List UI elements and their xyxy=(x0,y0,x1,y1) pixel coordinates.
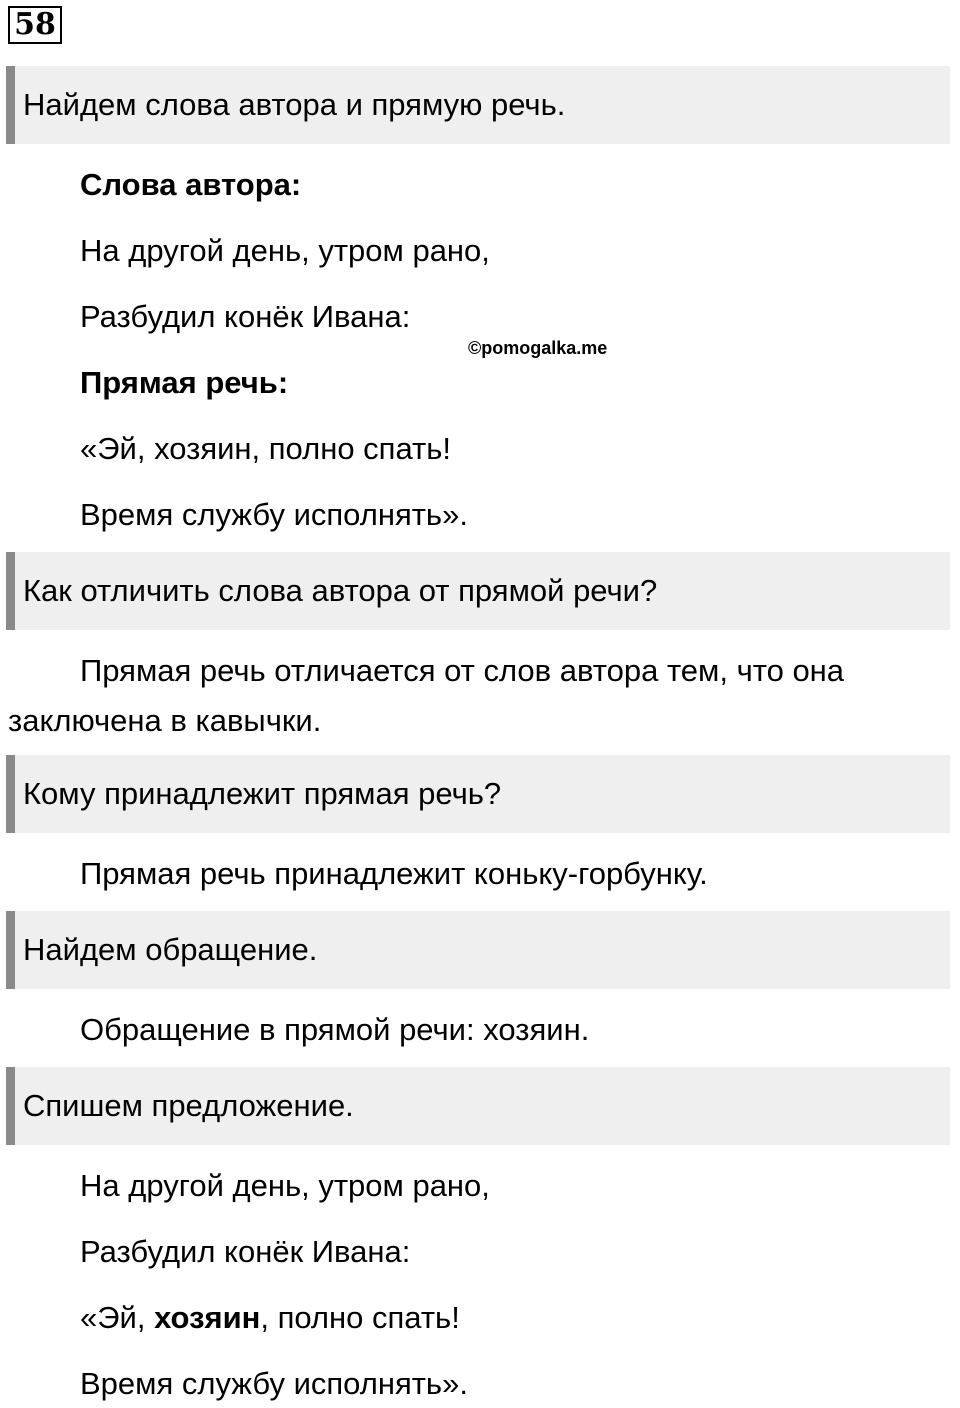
question-text: Спишем предложение. xyxy=(23,1088,354,1123)
question-text: Кому принадлежит прямая речь? xyxy=(23,776,502,811)
answer-paragraph: Прямая речь отличается от слов автора тем, что она заключена в кавычки. xyxy=(8,653,845,738)
direct-speech-line: «Эй, хозяин, полно спать! xyxy=(80,431,451,466)
direct-speech-line: Время службу исполнять». xyxy=(80,497,468,532)
author-words-label: Слова автора: xyxy=(80,167,302,202)
author-words-line: Разбудил конёк Ивана: xyxy=(80,299,411,334)
question-bar-2 xyxy=(6,552,950,630)
author-words-line: На другой день, утром рано, xyxy=(80,233,490,268)
copied-sentence-line: Разбудил конёк Ивана: xyxy=(80,1234,411,1269)
question-text: Найдем слова автора и прямую речь. xyxy=(23,87,566,122)
answer-line: Обращение в прямой речи: хозяин. xyxy=(80,1012,590,1047)
copied-sentence-line: На другой день, утром рано, xyxy=(80,1168,490,1203)
copied-text: , полно спать! xyxy=(260,1300,460,1335)
watermark: ©pomogalka.me xyxy=(468,338,608,358)
task-number: 58 xyxy=(8,6,62,44)
copied-sentence-line: Время службу исполнять». xyxy=(80,1366,468,1401)
question-bar-1 xyxy=(6,66,950,144)
question-text: Найдем обращение. xyxy=(23,932,318,967)
highlighted-address: хозяин xyxy=(154,1300,261,1335)
question-text: Как отличить слова автора от прямой речи? xyxy=(23,573,658,608)
copied-text: «Эй, xyxy=(80,1300,155,1335)
direct-speech-label: Прямая речь: xyxy=(80,365,289,400)
question-bar-4 xyxy=(6,911,950,989)
question-bar-3 xyxy=(6,755,950,833)
copied-sentence-line xyxy=(80,1300,460,1336)
question-bar-5 xyxy=(6,1067,950,1145)
answer-line: Прямая речь принадлежит коньку-горбунку. xyxy=(80,856,708,891)
